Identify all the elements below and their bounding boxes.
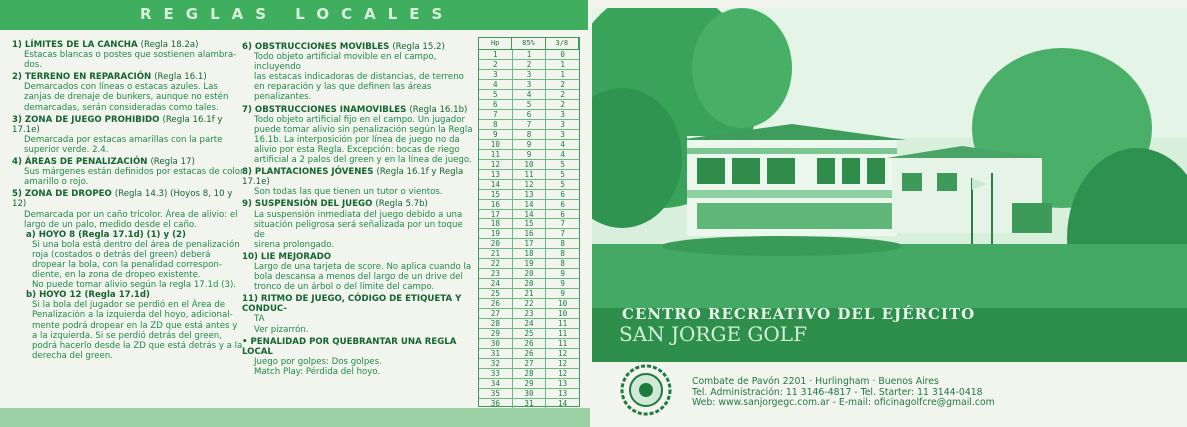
table-row: [479, 90, 579, 100]
table-cell: 5: [560, 169, 565, 179]
table-cell: 36: [479, 399, 513, 408]
rule-title: 5) ZONA DE DROPEO: [12, 189, 112, 200]
table-cell: 7: [560, 229, 565, 239]
table-cell: 23: [513, 309, 547, 318]
table-cell: 8: [479, 120, 513, 129]
rule-text: incluyendo: [254, 62, 301, 73]
rule-heading: [242, 199, 474, 209]
rule-heading: [12, 157, 244, 167]
table-cell: 7: [479, 110, 513, 119]
rule-sub-label: a) HOYO 8: [26, 229, 76, 240]
table-row: [479, 70, 579, 80]
table-row: [479, 60, 579, 70]
rule-text: sirena prolongado.: [254, 239, 335, 250]
table-cell: 22: [513, 299, 547, 308]
rule-text: Demarcados con líneas o estacas azules. Las: [24, 82, 218, 93]
table-cell: 1: [513, 50, 547, 59]
table-row: [479, 329, 579, 339]
table-cell: 19: [479, 229, 513, 238]
rule-heading: [242, 252, 474, 262]
rule-ref: (Regla 16.1f y 17.1e): [12, 114, 223, 135]
address-text: Combate de Pavón 2201 · Hurlingham · Buenos Aires: [692, 376, 939, 387]
table-row: [479, 379, 579, 389]
rule-heading: [12, 40, 244, 50]
table-cell: 31: [479, 349, 513, 358]
table-header-cell: 85%: [512, 38, 545, 49]
table-cell: 20: [513, 279, 547, 288]
rule-sub-heading: [12, 290, 244, 300]
table-row: [479, 219, 579, 229]
table-cell: 12: [558, 349, 568, 359]
table-cell: 6: [560, 199, 565, 209]
rule-text: Sus márgenes están definidos por estacas de color: [24, 167, 244, 178]
table-cell: 30: [513, 389, 547, 398]
rule-title: 1) LÍMITES DE LA CANCHA: [12, 40, 138, 50]
table-cell: 9: [513, 150, 547, 159]
table-cell: 18: [479, 219, 513, 228]
contact-info: [692, 377, 995, 409]
rule-text: Juego por golpes: Dos golpes.: [254, 356, 382, 367]
table-cell: 0: [560, 50, 565, 59]
rule-text: amarillo o rojo.: [24, 177, 89, 188]
table-header-cell: 3/8: [546, 38, 579, 49]
table-cell: 11: [479, 150, 513, 159]
table-cell: 17: [513, 239, 547, 248]
rule-sub-text: derecha del green.: [32, 350, 113, 361]
table-cell: 1: [560, 69, 565, 79]
rule-ref: (Regla 14.3) (Hoyos 8, 10 y 12): [12, 189, 233, 210]
rule-text: Match Play: Pérdida del hoyo.: [254, 366, 381, 377]
table-cell: 11: [558, 329, 568, 339]
rule-text: artificial a 2 palos del green y en la línea de juego.: [254, 155, 472, 166]
table-cell: 34: [479, 379, 513, 388]
table-cell: 26: [479, 299, 513, 308]
rule-title: 10) LIE MEJORADO: [242, 251, 332, 262]
table-row: [479, 210, 579, 220]
table-cell: 6: [479, 100, 513, 109]
rule-sub-ref: (Regla 17.1d) (1) y (2): [78, 229, 186, 240]
table-cell: 24: [479, 279, 513, 288]
table-cell: 20: [513, 269, 547, 278]
table-cell: 21: [513, 289, 547, 298]
table-row: [479, 239, 579, 249]
table-cell: 26: [513, 339, 547, 348]
rule-text: alivio por esta Regla. Excepción: bocas de riego: [254, 144, 460, 155]
table-cell: 5: [513, 100, 547, 109]
table-cell: 2: [560, 89, 565, 99]
table-cell: 13: [479, 170, 513, 179]
table-cell: 27: [513, 359, 547, 368]
table-row: [479, 369, 579, 379]
table-cell: 3: [513, 80, 547, 89]
rule-heading: [12, 189, 244, 209]
table-cell: 5: [560, 159, 565, 169]
rule-text: Ver pizarrón.: [254, 324, 309, 335]
table-cell: 3: [560, 129, 565, 139]
table-row: [479, 100, 579, 110]
rule-ref: (Regla 16.1f y Regla 17.1e): [242, 167, 464, 188]
rule-text: Son todas las que tienen un tutor o vientos.: [254, 187, 443, 198]
table-row: [479, 50, 579, 60]
footer-band: [0, 408, 590, 427]
table-cell: 26: [513, 349, 547, 358]
table-row: [479, 150, 579, 160]
rules-column-left: [12, 38, 244, 361]
table-cell: 17: [479, 210, 513, 219]
rule-text: Demarcada por estacas amarillas con la parte: [24, 134, 223, 145]
rule-text: largo de un palo, medido desde el caño.: [24, 219, 197, 230]
table-cell: 11: [513, 170, 547, 179]
rule-title: 3) ZONA DE JUEGO PROHIBIDO: [12, 114, 160, 125]
rule-sub-text: Penalización a la izquierda del hoyo, adicional-: [32, 310, 233, 321]
table-cell: 14: [479, 180, 513, 189]
table-row: [479, 259, 579, 269]
club-emblem-icon: [620, 364, 672, 416]
rule-text: Largo de una tarjeta de score. No aplica cuando la: [254, 261, 472, 272]
table-row: [479, 319, 579, 329]
rule-text: en reparación y las que definen las áreas: [254, 82, 432, 93]
table-row: [479, 170, 579, 180]
phones-text: Tel. Administración: 11 3146-4817 - Tel. Starter: 11 3144-0418: [692, 386, 983, 398]
table-cell: 4: [560, 139, 565, 149]
rule-heading: [242, 167, 474, 187]
table-cell: 33: [479, 369, 513, 378]
table-cell: 9: [560, 269, 565, 279]
table-cell: 25: [513, 329, 547, 338]
table-cell: 16: [513, 229, 547, 238]
table-cell: 18: [513, 249, 547, 258]
rule-text: situación peligrosa será señalizada por un toque de: [254, 219, 463, 240]
table-cell: 4: [479, 80, 513, 89]
table-cell: 28: [513, 369, 547, 378]
table-row: [479, 389, 579, 399]
table-cell: 7: [513, 120, 547, 129]
table-cell: 10: [479, 140, 513, 149]
table-cell: 15: [479, 190, 513, 199]
table-row: [479, 130, 579, 140]
table-cell: 16: [479, 200, 513, 209]
table-cell: 8: [513, 130, 547, 139]
table-row: [479, 249, 579, 259]
rule-text: zanjas de drenaje de bunkers, aunque no estén: [24, 92, 229, 103]
table-cell: 9: [560, 279, 565, 289]
rule-sub-heading: [12, 230, 244, 240]
table-row: [479, 229, 579, 239]
table-cell: 11: [558, 339, 568, 349]
table-row: [479, 309, 579, 319]
table-cell: 3: [560, 109, 565, 119]
table-row: [479, 180, 579, 190]
table-cell: 12: [558, 359, 568, 369]
table-cell: 28: [479, 319, 513, 328]
rule-sub-text: Si la bola del jugador se perdió en el Área de: [32, 300, 226, 311]
table-row: [479, 279, 579, 289]
table-cell: 25: [479, 289, 513, 298]
table-cell: 29: [513, 379, 547, 388]
rule-heading: [242, 337, 474, 357]
table-cell: 8: [560, 259, 565, 269]
club-name: CENTRO RECREATIVO DEL EJÉRCITO: [622, 305, 976, 323]
rule-ref: (Regla 17): [150, 157, 195, 168]
table-cell: 14: [513, 200, 547, 209]
table-cell: 6: [560, 189, 565, 199]
table-cell: 9: [560, 289, 565, 299]
table-cell: 5: [479, 90, 513, 99]
rule-title: 4) ÁREAS DE PENALIZACIÓN: [12, 157, 148, 168]
table-cell: 2: [479, 60, 513, 69]
rule-ref: (Regla 16.1): [154, 72, 207, 83]
table-cell: 14: [513, 210, 547, 219]
rule-text: Demarcada por un caño tricolor. Área de alivio: el: [24, 209, 238, 220]
table-cell: 13: [513, 190, 547, 199]
table-row: [479, 160, 579, 170]
header-band: [0, 0, 588, 30]
table-cell: 2: [560, 79, 565, 89]
table-cell: 5: [560, 179, 565, 189]
club-subtitle: SAN JORGE GOLF: [619, 322, 807, 346]
table-cell: 2: [513, 60, 547, 69]
table-row: [479, 120, 579, 130]
rule-ref: (Regla 15.2): [392, 42, 445, 52]
rule-sub-text: a la izquierda. Si se perdió detrás del green,: [32, 330, 222, 341]
table-cell: 6: [513, 110, 547, 119]
table-cell: 4: [560, 149, 565, 159]
table-row: [479, 140, 579, 150]
rule-text: TA: [254, 314, 265, 325]
table-cell: 30: [479, 339, 513, 348]
rule-title: 11) RITMO DE JUEGO, CÓDIGO DE ETIQUETA Y CONDUC-: [242, 294, 462, 315]
table-cell: 13: [558, 378, 568, 388]
rule-sub-text: No puede tomar alivio según la regla 17.1d (3).: [32, 280, 237, 291]
table-cell: 9: [513, 140, 547, 149]
rule-heading: [12, 115, 244, 135]
table-row: [479, 80, 579, 90]
rules-column-right: [242, 40, 474, 377]
rule-title: • PENALIDAD POR QUEBRANTAR UNA REGLA LOCAL: [242, 336, 457, 357]
table-cell: 24: [513, 319, 547, 328]
rule-text: dos.: [24, 60, 42, 71]
table-row: [479, 359, 579, 369]
handicap-table: [478, 37, 580, 407]
rule-ref: (Regla 18.2a): [140, 40, 199, 50]
table-cell: 13: [558, 388, 568, 398]
table-row: [479, 289, 579, 299]
table-cell: 12: [558, 369, 568, 378]
rule-text: Todo objeto artificial movible en el campo,: [254, 52, 437, 63]
rule-text: La suspensión inmediata del juego debido a una: [254, 209, 463, 220]
table-cell: 15: [513, 219, 547, 228]
table-cell: 9: [479, 130, 513, 139]
rule-text: penalizantes.: [254, 92, 312, 103]
table-row: [479, 269, 579, 279]
table-header: [479, 38, 579, 50]
table-cell: 10: [558, 309, 568, 319]
rule-heading: [242, 105, 474, 115]
table-row: [479, 339, 579, 349]
table-cell: 31: [513, 399, 547, 408]
rule-text: bola descansa a menos del largo de un drive del: [254, 272, 463, 283]
rule-text: superior verde. 2.4.: [24, 144, 109, 155]
rule-text: Estacas blancas o postes que sostienen alambra-: [24, 50, 237, 61]
table-cell: 35: [479, 389, 513, 398]
table-cell: 14: [558, 398, 568, 408]
clubhouse-photo: [592, 8, 1187, 362]
table-cell: 4: [513, 90, 547, 99]
table-cell: 10: [558, 299, 568, 309]
table-cell: 8: [560, 249, 565, 259]
table-cell: 1: [560, 59, 565, 69]
rule-sub-text: Si una bola está dentro del área de penalización: [32, 239, 240, 250]
rule-sub-text: roja (costados o detrás del green) deberá: [32, 249, 211, 260]
rule-title: 9) SUSPENSIÓN DEL JUEGO: [242, 199, 373, 210]
rule-heading: [12, 72, 244, 82]
table-cell: 2: [560, 99, 565, 109]
table-cell: 20: [479, 239, 513, 248]
table-cell: 19: [513, 259, 547, 268]
rule-text: puede tomar alivio sin penalización según la Regla: [254, 124, 473, 135]
rule-text: tronco de un árbol o del límite del campo.: [254, 282, 435, 293]
table-cell: 23: [479, 269, 513, 278]
table-cell: 10: [513, 160, 547, 169]
table-cell: 3: [479, 70, 513, 79]
rule-sub-text: podrá hacerlo desde la ZD que está detrás y a la: [32, 340, 243, 351]
rule-text: demarcadas, serán consideradas como tales.: [24, 102, 219, 113]
table-row: [479, 110, 579, 120]
rule-title: 2) TERRENO EN REPARACIÓN: [12, 72, 152, 83]
table-header-cell: Hp: [479, 38, 512, 49]
rule-sub-ref: (Regla 17.1d): [84, 290, 150, 301]
rule-text: Todo objeto artificial fijo en el campo. Un jugador: [254, 114, 466, 125]
table-cell: 21: [479, 249, 513, 258]
rule-title: 6) OBSTRUCCIONES MOVIBLES: [242, 42, 390, 52]
table-cell: 22: [479, 259, 513, 268]
table-cell: 11: [558, 319, 568, 329]
rule-title: 8) PLANTACIONES JÓVENES: [242, 167, 374, 178]
table-cell: 12: [479, 160, 513, 169]
web-email-text: Web: www.sanjorgegc.com.ar - E-mail: oficinagolfcre@gmail.com: [692, 397, 995, 408]
rule-sub-text: dropear la bola, con la penalidad correspon-: [32, 259, 222, 270]
table-cell: 3: [513, 70, 547, 79]
table-row: [479, 349, 579, 359]
rule-text: 16.1b. La interposición por línea de juego no da: [254, 134, 460, 145]
rule-sub-label: b) HOYO 12: [26, 290, 82, 301]
table-cell: 12: [513, 180, 547, 189]
rule-sub-text: mente podrá dropear en la ZD que está antes y: [32, 320, 238, 331]
rule-title: 7) OBSTRUCCIONES INAMOVIBLES: [242, 104, 407, 115]
table-cell: 27: [479, 309, 513, 318]
rule-text: las estacas indicadoras de distancias, de terreno: [254, 72, 464, 83]
rule-sub-text: diente, en la zona de dropeo existente.: [32, 270, 201, 281]
table-cell: 8: [560, 239, 565, 249]
rule-ref: (Regla 16.1b): [409, 104, 468, 115]
rule-ref: (Regla 5.7b): [375, 199, 428, 210]
table-row: [479, 200, 579, 210]
table-cell: 1: [479, 50, 513, 59]
table-cell: 6: [560, 209, 565, 219]
page-title: REGLAS LOCALES: [140, 5, 455, 23]
table-row: [479, 299, 579, 309]
table-cell: 3: [560, 119, 565, 129]
table-cell: 7: [560, 219, 565, 229]
rule-heading: [242, 42, 474, 52]
table-cell: 32: [479, 359, 513, 368]
rule-heading: [242, 294, 474, 314]
table-cell: 29: [479, 329, 513, 338]
table-row: [479, 190, 579, 200]
